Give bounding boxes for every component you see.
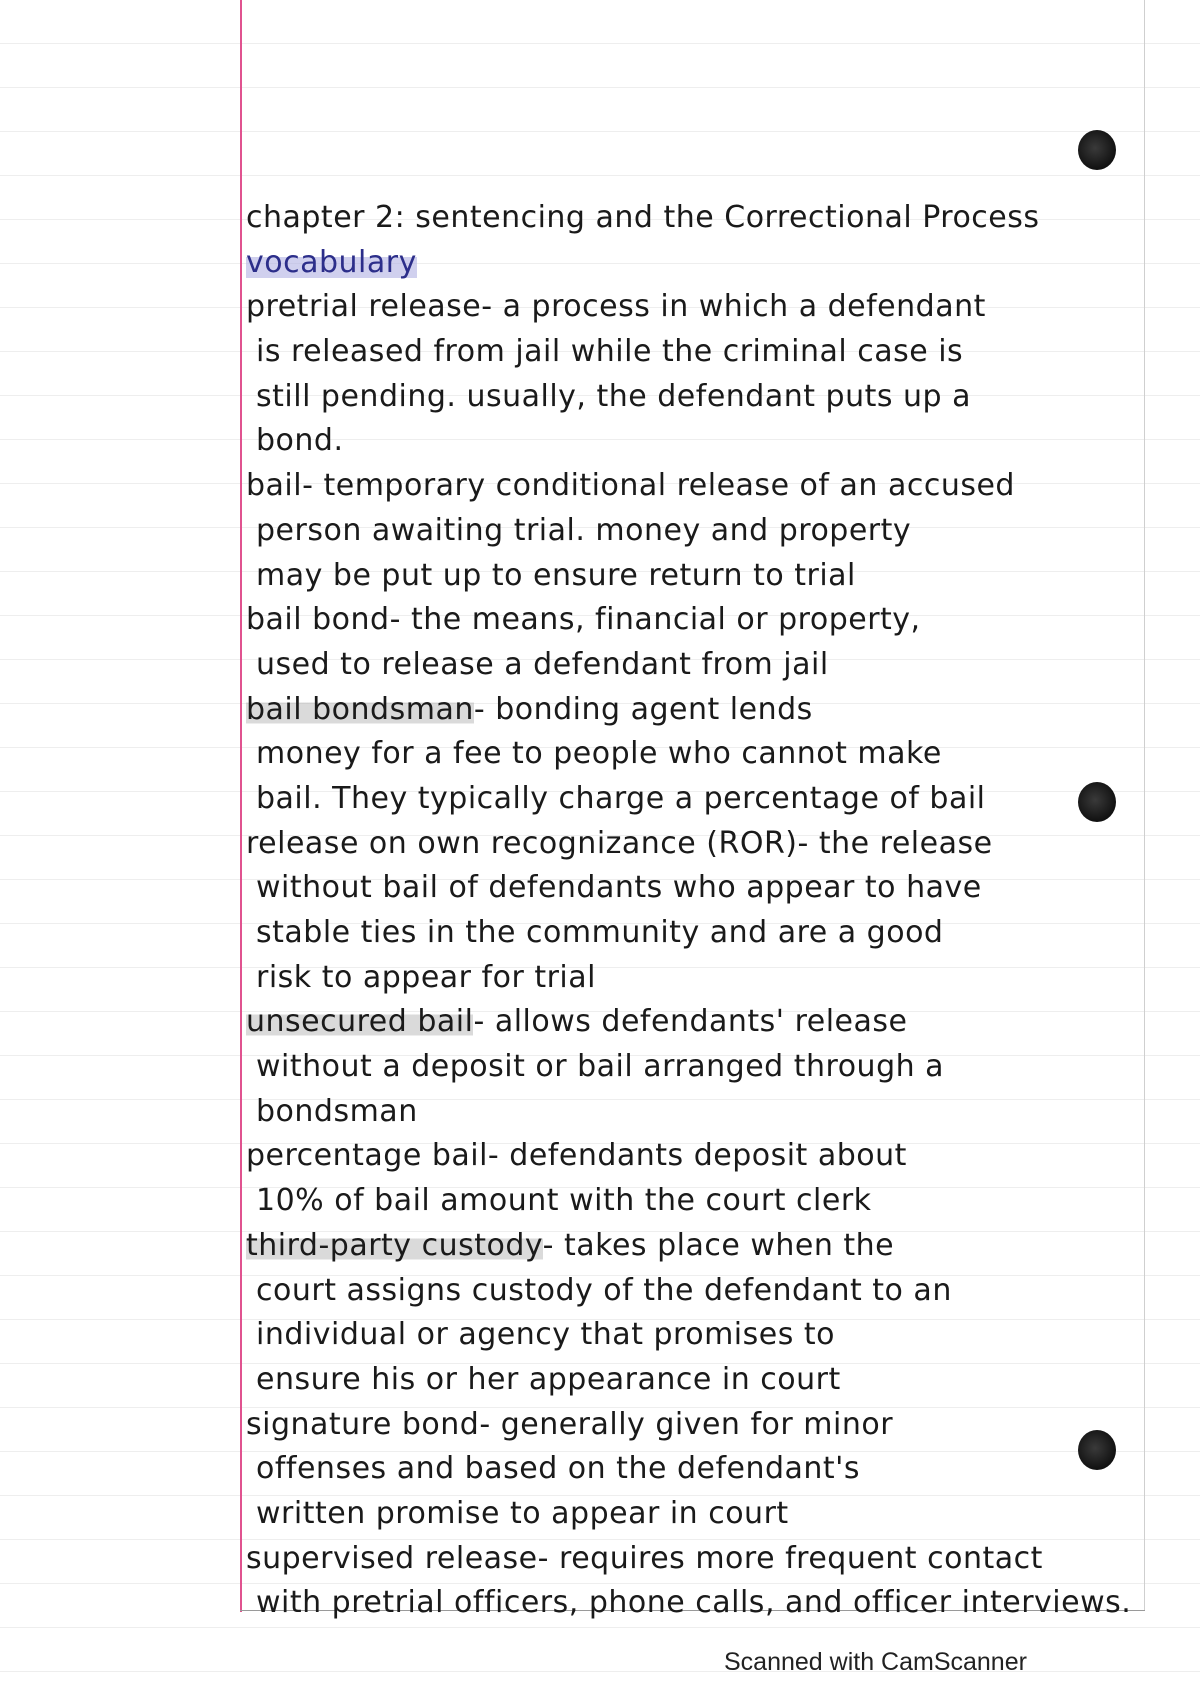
definition-line: without a deposit or bail arranged through a — [256, 1049, 945, 1085]
definition-line: person awaiting trial. money and property — [256, 512, 912, 548]
chapter-title: chapter 2: sentencing and the Correctional Process — [246, 200, 1040, 235]
definition-text: temporary conditional release of an accused — [323, 468, 1015, 504]
handwritten-notes — [246, 196, 1136, 1626]
definition-line: may be put up to ensure return to trial — [256, 557, 856, 593]
vocab-term: unsecured bail — [246, 1004, 474, 1040]
definition-line: risk to appear for trial — [256, 959, 596, 995]
vocab-term: bail — [246, 468, 303, 504]
definition-text: the means, financial or property, — [410, 602, 921, 638]
term-separator: - — [487, 1138, 510, 1174]
vocab-entry — [246, 1403, 1136, 1448]
vocab-term: signature bond — [246, 1406, 480, 1442]
vocab-entry — [246, 1224, 1136, 1269]
definition-line: is released from jail while the criminal case is — [256, 334, 964, 370]
definition-text: allows defendants' release — [494, 1004, 908, 1040]
definition-text: defendants deposit about — [509, 1138, 907, 1174]
definition-line: bail. They typically charge a percentage of bail — [256, 780, 986, 816]
term-separator: - — [542, 1227, 564, 1263]
vocab-entry — [246, 688, 1136, 733]
vocab-entry — [246, 464, 1136, 509]
vocabulary-list — [246, 285, 1136, 1626]
definition-line: stable ties in the community and are a good — [256, 915, 944, 950]
term-separator: - — [302, 468, 324, 504]
vocab-entry — [246, 1537, 1136, 1582]
term-separator: - — [473, 1004, 495, 1040]
vocab-entry — [246, 285, 1136, 330]
vocab-term: supervised release — [246, 1540, 538, 1576]
definition-line: money for a fee to people who cannot make — [256, 736, 942, 772]
definition-line: with pretrial officers, phone calls, and officer interviews. — [256, 1585, 1132, 1621]
vocab-entry — [246, 598, 1136, 643]
definition-text: the release — [818, 825, 993, 861]
definition-text: requires more frequent contact — [559, 1540, 1043, 1576]
definition-line: used to release a defendant from jail — [256, 646, 829, 682]
vocab-term: bail bondsman — [246, 691, 474, 727]
term-separator: - — [481, 289, 503, 325]
definition-line: 10% of bail amount with the court clerk — [256, 1183, 872, 1219]
term-separator: - — [537, 1540, 560, 1576]
term-separator: - — [389, 602, 411, 638]
term-separator: - — [479, 1406, 501, 1442]
binder-hole — [1078, 130, 1116, 170]
definition-line: bondsman — [256, 1093, 418, 1129]
vocab-term: release on own recognizance (ROR) — [246, 825, 798, 861]
scanner-watermark: Scanned with CamScanner — [724, 1648, 1027, 1676]
margin-line — [240, 0, 242, 1612]
definition-line: offenses and based on the defendant's — [256, 1451, 861, 1487]
vocab-term: bail bond — [246, 602, 390, 638]
vocab-term: pretrial release — [246, 289, 482, 325]
vocab-entry — [246, 822, 1136, 867]
definition-line: ensure his or her appearance in court — [256, 1361, 841, 1397]
definition-line: individual or agency that promises to — [256, 1317, 835, 1353]
section-heading — [246, 241, 1136, 286]
definition-line: written promise to appear in court — [256, 1495, 789, 1531]
vocab-entry — [246, 1134, 1136, 1179]
term-separator: - — [797, 825, 819, 861]
definition-line: bond. — [256, 423, 344, 459]
definition-text: a process in which a defendant — [502, 289, 986, 325]
term-separator: - — [473, 691, 496, 727]
vocab-term: third-party custody — [246, 1227, 543, 1263]
vocab-term: percentage bail — [246, 1138, 488, 1174]
definition-line: court assigns custody of the defendant to an — [256, 1272, 952, 1308]
vocab-entry — [246, 1000, 1136, 1045]
definition-line: still pending. usually, the defendant puts up a — [256, 378, 971, 414]
definition-text: bonding agent lends — [495, 691, 813, 727]
definition-text: generally given for minor — [500, 1406, 894, 1442]
definition-text: takes place when the — [564, 1227, 895, 1263]
vocabulary-heading: vocabulary — [246, 244, 417, 280]
definition-line: without bail of defendants who appear to have — [256, 870, 982, 906]
page-edge-line — [1144, 0, 1145, 1610]
